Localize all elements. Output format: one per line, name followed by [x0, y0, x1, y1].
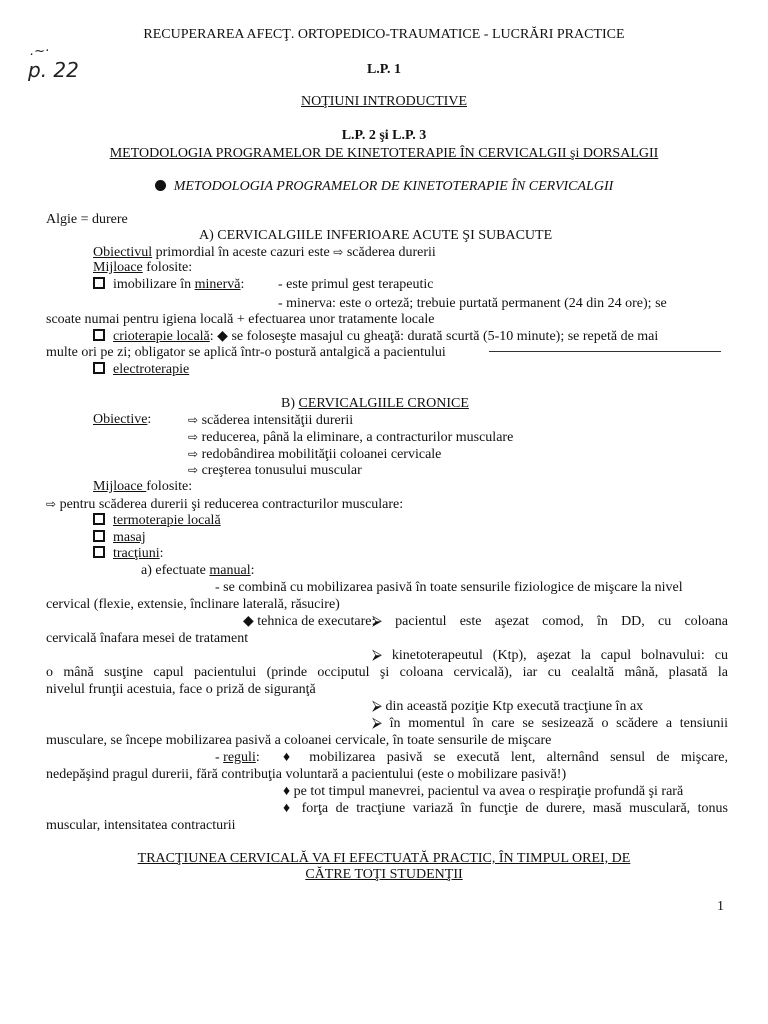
technique-step-1: ⮚ pacientul este aşezat comod, în DD, cu coloana	[372, 614, 728, 629]
checkbox-square-icon	[93, 329, 105, 341]
section-a-means: Mijloace folosite:	[93, 260, 193, 275]
section-b-objectives-label: Obiective:	[93, 412, 152, 427]
page-number: 1	[717, 899, 724, 914]
arrow-icon: ⇨	[188, 413, 199, 427]
arrow-icon: ⇨	[188, 463, 199, 477]
rule-1b: nedepăşind pragul durerii, fără contribuţia voluntară a pacientului (este o mobilizare pasivă!)	[46, 767, 567, 782]
algie-definition: Algie = durere	[46, 212, 128, 227]
technique-step-4b: musculare, se începe mobilizarea pasivă a coloanei cervicale, în toate sensurile de mişcare	[46, 733, 552, 748]
arrow-icon: ⇨	[46, 497, 57, 511]
technique-step-2b: o mână susţine capul pacientului (prinde occiputul şi coloana cervicală), iar cu cealaltă mână, plasată la	[46, 665, 728, 680]
section-a-objective: Obiectivul primordial în aceste cazuri este ⇨ scăderea durerii	[93, 245, 436, 260]
manual-text-1: - se combină cu mobilizarea pasivă în toate sensurile fiziologice de mişcare la nivel	[215, 580, 683, 595]
rule-2: ♦ pe tot timpul manevrei, pacientul va avea o respiraţie profundă şi rară	[283, 784, 684, 799]
objective-item: ⇨ scăderea intensităţii durerii	[188, 413, 354, 428]
methodology-title: METODOLOGIA PROGRAMELOR DE KINETOTERAPIE ÎN CERVICALGII şi DORSALGII	[109, 146, 659, 161]
technique-label: ◆ tehnica de executare:	[243, 614, 376, 629]
immobilization-note-2: - minerva: este o orteză; trebuie purtată permanent (24 din 24 ore); se	[278, 296, 667, 311]
technique-step-3: ⮚ din această poziţie Ktp execută tracţiune în ax	[372, 699, 644, 714]
cryotherapy-item: crioterapie locală: ◆ se foloseşte masajul cu gheaţă: durată scurtă (5-10 minute); se repetă de mai	[93, 329, 658, 345]
lp1-label: L.P. 1	[366, 62, 402, 77]
rule-3: ♦ forţa de tracţiune variază în funcţie de durere, masă musculară, tonus	[283, 801, 728, 816]
rule-3b: muscular, intensitatea contracturii	[46, 818, 236, 833]
checkbox-square-icon	[93, 362, 105, 374]
arrow-icon: ⇨	[188, 447, 199, 461]
lp23-label: L.P. 2 şi L.P. 3	[341, 128, 427, 143]
manual-label: a) efectuate manual:	[141, 563, 255, 578]
bullet-dot-icon	[155, 180, 166, 191]
manual-text-2: cervical (flexie, extensie, înclinare laterală, răsucire)	[46, 597, 340, 612]
objective-item: ⇨ creşterea tonusului muscular	[188, 463, 362, 478]
rule-1: ♦ mobilizarea pasivă se execută lent, alternând sensul de mişcare,	[283, 750, 728, 765]
handwritten-page-note: p. 22	[28, 58, 79, 82]
traction-item: tracţiuni:	[93, 546, 164, 562]
arrow-icon: ⇨	[333, 245, 344, 259]
margin-scribble: .~·	[30, 44, 50, 59]
immobilization-note-3: scoate numai pentru igiena locală + efectuarea unor tratamente locale	[46, 312, 435, 327]
cryotherapy-note: multe ori pe zi; obligator se aplică într-o postură antalgică a pacientului	[46, 345, 446, 360]
rules-label: - reguli:	[215, 750, 260, 765]
thermotherapy-item: termoterapie locală	[93, 513, 221, 529]
handwritten-line	[489, 351, 721, 352]
electrotherapy-item: electroterapie	[93, 362, 189, 378]
objective-item: ⇨ redobândirea mobilităţii coloanei cervicale	[188, 447, 442, 462]
practice-note-line-2: CĂTRE TOŢI STUDENŢII	[305, 867, 463, 882]
intro-heading: NOŢIUNI INTRODUCTIVE	[300, 94, 468, 109]
immobilization-note-1: - este primul gest terapeutic	[278, 277, 434, 292]
checkbox-square-icon	[93, 546, 105, 558]
arrow-icon: ⇨	[188, 430, 199, 444]
immobilization-item: imobilizare în minervă:	[93, 277, 244, 293]
document-header-title: RECUPERAREA AFECŢ. ORTOPEDICO-TRAUMATICE - LUCRĂRI PRACTICE	[143, 27, 625, 42]
checkbox-square-icon	[93, 530, 105, 542]
bullet-heading: METODOLOGIA PROGRAMELOR DE KINETOTERAPIE ÎN CERVICALGII	[0, 179, 768, 195]
pain-reduction-line: ⇨ pentru scăderea durerii şi reducerea contracturilor musculare:	[46, 497, 404, 512]
checkbox-square-icon	[93, 513, 105, 525]
section-b-means: Mijloace folosite:	[93, 479, 193, 494]
technique-step-1b: cervicală înafara mesei de tratament	[46, 631, 249, 646]
technique-step-2: ⮚ kinetoterapeutul (Ktp), aşezat la capul bolnavului: cu	[372, 648, 728, 663]
technique-step-2c: nivelul frunţii acestuia, face o priză de siguranţă	[46, 682, 316, 697]
checkbox-square-icon	[93, 277, 105, 289]
section-a-heading: A) CERVICALGIILE INFERIOARE ACUTE ŞI SUBACUTE	[199, 228, 553, 243]
practice-note-line-1: TRACŢIUNEA CERVICALĂ VA FI EFECTUATĂ PRACTIC, ÎN TIMPUL OREI, DE	[137, 851, 631, 866]
objective-item: ⇨ reducerea, până la eliminare, a contracturilor musculare	[188, 430, 514, 445]
section-b-heading: B) CERVICALGIILE CRONICE	[281, 396, 469, 411]
technique-step-4: ⮚ în momentul în care se sesizează o scădere a tensiunii	[372, 716, 728, 731]
massage-item: masaj	[93, 530, 146, 546]
